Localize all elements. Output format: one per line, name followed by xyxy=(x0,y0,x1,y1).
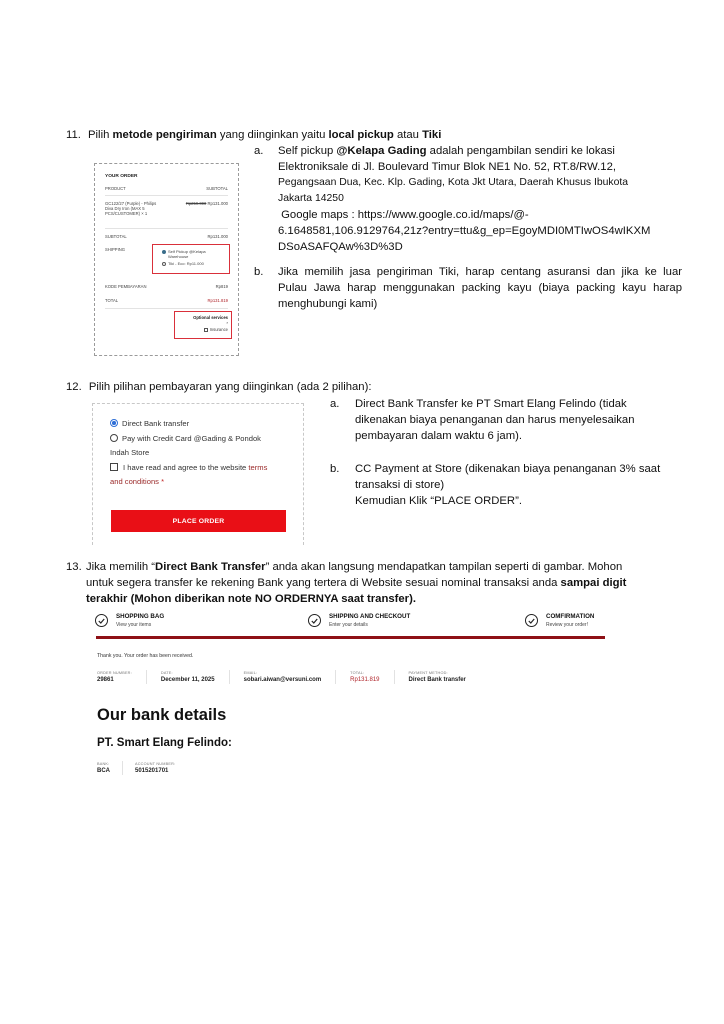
order-product-row: GC122/27 (Purple) - Philips Diva Dry Iron (MAX 5 PCS/CUSTOMER) × 1 Rp259.000 Rp131.000 xyxy=(105,201,228,216)
meta-total: TOTAL: Rp131.819 xyxy=(350,670,394,684)
step-number: 11. xyxy=(66,129,81,141)
divider xyxy=(105,228,228,229)
radio-icon xyxy=(110,434,118,442)
bank-details-title: Our bank details xyxy=(97,706,227,724)
payment-option-bank-transfer[interactable]: Direct Bank transfer xyxy=(110,419,189,428)
checkout-progress xyxy=(95,610,615,636)
terms-link[interactable]: terms xyxy=(248,463,268,472)
step-13-paragraph: 13. Jika memilih “Direct Bank Transfer” anda akan langsung mendapatkan tampilan seperti di gambar. Mohon untuk segera transfer ke rekening Bank yang tertera di Website sesuai nominal transaksi anda sampai digit terakhir (Mohon diberikan note NO ORDERNYA saat transfer). xyxy=(66,561,627,605)
place-order-button[interactable]: PLACE ORDER xyxy=(111,510,286,532)
order-summary-box xyxy=(94,163,239,356)
divider xyxy=(105,308,228,309)
step-11-item-a: a. Self pickup @Kelapa Gading adalah pengambilan sendiri ke lokasi Elektroniksale di Jl. Boulevard Timur Blok NE1 No. 52, RT.8/RW.12, Pegangsaan Dua, Kec. Klp. Gading, Kota Jkt Utara, Daerah Khusus Ibukota Jakarta 14250 Google maps : https://www.google.co.id/maps/@- 6.1648581,106.9129764,21z?entry=ttu&g_ep=EgoyMDI0MTIwOS4wIKXM DSoASAFQAw%3D%3D xyxy=(254,145,651,253)
step-12-item-b: b. CC Payment at Store (dikenakan biaya penanganan 3% saat transaksi di store) Kemudian Klik “PLACE ORDER”. xyxy=(330,463,661,507)
payment-box: Direct Bank transfer Pay with Credit Card @Gading & Pondok Indah Store I have read and agree to the website terms and conditions * PLACE ORDER xyxy=(92,403,304,545)
step-11-heading: 11. Pilih metode pengiriman yang diinginkan yaitu local pickup atau Tiki xyxy=(66,129,442,141)
radio-selected-icon xyxy=(110,419,118,427)
step-12-heading: 12. Pilih pilihan pembayaran yang diinginkan (ada 2 pilihan): xyxy=(66,381,372,393)
check-circle-icon xyxy=(308,614,321,627)
meta-email: EMAIL: sobari.aiwan@versuni.com xyxy=(244,670,337,684)
order-subtotal-row: SUBTOTAL Rp131.000 xyxy=(105,234,228,239)
divider xyxy=(105,195,228,196)
check-circle-icon xyxy=(525,614,538,627)
check-circle-icon xyxy=(95,614,108,627)
step-12-item-a: a. Direct Bank Transfer ke PT Smart Elang Felindo (tidak dikenakan biaya penanganan dan harus menyelesaikan pembayaran dalam waktu 6 jam). xyxy=(330,398,635,442)
checkout-step-shopping-bag: SHOPPING BAG View your items xyxy=(95,610,164,629)
meta-date: DATE: December 11, 2025 xyxy=(161,670,230,684)
shipping-option-tiki[interactable]: Tiki - Eco: Rp11.000 xyxy=(162,261,206,266)
meta-bank: BANK: BCA xyxy=(97,761,123,775)
progress-bar xyxy=(96,636,605,639)
checkbox-icon xyxy=(110,463,118,471)
checkout-step-shipping: SHIPPING AND CHECKOUT Enter your details xyxy=(308,610,410,629)
meta-payment-method: PAYMENT METHOD: Direct Bank transfer xyxy=(408,671,466,683)
meta-order-number: ORDER NUMBER: 29861 xyxy=(97,670,147,684)
order-shipping-row: SHIPPING xyxy=(105,247,126,252)
payment-option-credit-card[interactable]: Pay with Credit Card @Gading & Pondok xyxy=(110,434,261,443)
conditions-link[interactable]: and conditions xyxy=(110,477,159,486)
radio-icon xyxy=(162,262,166,266)
order-header-row: PRODUCT SUBTOTAL xyxy=(105,186,228,191)
terms-checkbox[interactable]: I have read and agree to the website terms xyxy=(110,463,267,472)
order-kode-row: KODE PEMBAYARAN Rp819 xyxy=(105,284,228,289)
order-total-row: TOTAL Rp131.819 xyxy=(105,298,228,303)
bank-company-name: PT. Smart Elang Felindo: xyxy=(97,737,232,749)
bank-meta xyxy=(97,761,199,775)
insurance-checkbox[interactable]: Insurance xyxy=(193,327,228,333)
radio-selected-icon xyxy=(162,250,166,254)
thank-you-message: Thank you. Your order has been received. xyxy=(97,653,194,659)
shipping-options: Self Pickup @Kelapa Warehouse Tiki - Eco: Rp11.000 xyxy=(162,249,206,266)
meta-account-number: ACCOUNT NUMBER: 5015201701 xyxy=(135,762,176,774)
checkout-step-confirmation: COMFIRMATION Review your order! xyxy=(525,610,594,629)
optional-services: Optional services * Insurance xyxy=(193,315,228,332)
step-11-item-b: b. Jika memilih jasa pengiriman Tiki, harap centang asuransi dan jika ke luar Pulau Jawa harap menggunakan packing kayu (biaya packing kayu harap menghubungi kami) xyxy=(254,266,682,310)
checkbox-icon xyxy=(204,328,208,332)
shipping-option-self-pickup[interactable]: Self Pickup @Kelapa xyxy=(162,249,206,254)
order-meta xyxy=(97,670,494,684)
order-title: YOUR ORDER xyxy=(105,174,138,179)
